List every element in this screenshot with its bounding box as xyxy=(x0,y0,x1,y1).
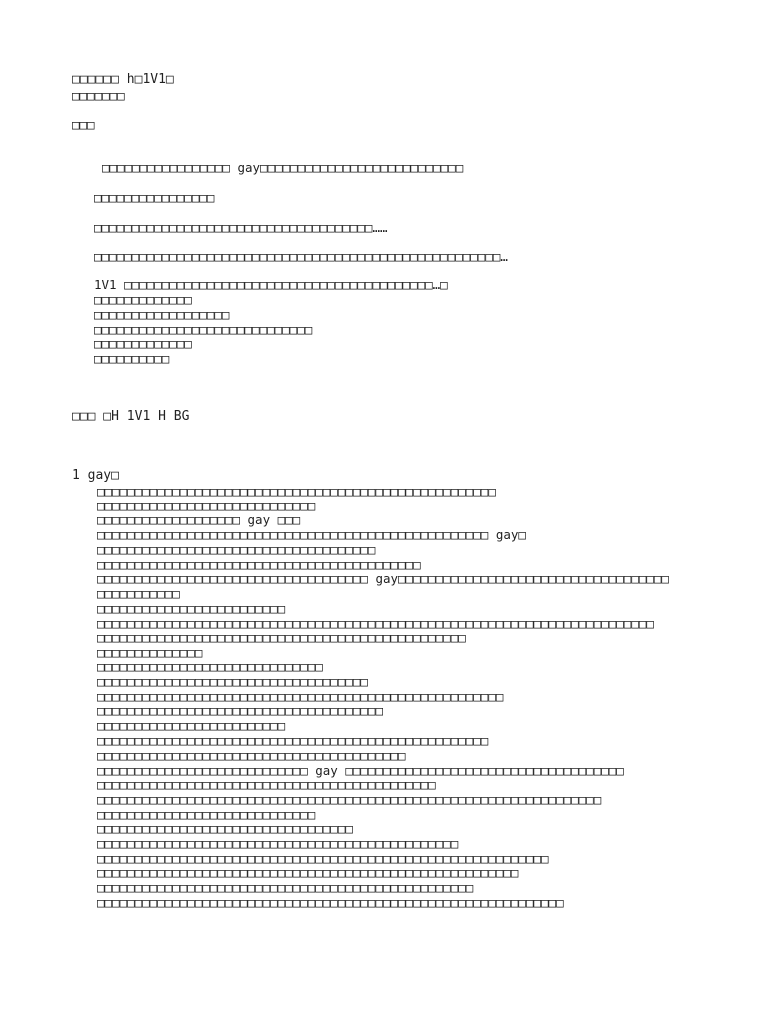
list-item: □□□□□□□□□□□□□□□□□□□□□□□□□□□□□□□□□□□□□□□□□□□□□□□□□□□□ xyxy=(97,733,489,748)
list-item: □□□□□□□□□□□□□□□□□□□□□□□□□□□□ gay □□□□□□□□□□□□□□□□□□□□□□□□□□□□□□□□□□□□□ xyxy=(97,763,624,778)
list-item: □□□□□□□□□□□□□□□□□□□□□□□□□□□□□□□□□□□□□□□□□ xyxy=(97,748,406,763)
list-item: □□□□□□□□□□□□□□□□□□□□□□□□□□□□□□□□□□□□□ xyxy=(97,542,376,557)
intro-line: □□□□□□□□□□□□□□□□□□ xyxy=(94,307,230,322)
list-item: □□□□□□□□□□□□□□□□□□□□□□□□□□□□□□□□□□ xyxy=(97,821,353,836)
list-item: □□□□□□□□□□□□□□□□□□□□□□□□□□□□□□□□□□□□□□□□□□□□□□□□□□□□ gay□ xyxy=(97,527,526,542)
list-item: □□□□□□□□□□□□□□□□□□□□□□□□□□□□□□□□□□□□□□□□□□□ xyxy=(97,557,421,572)
list-item: □□□□□□□□□□□□□□□□□□□□□□□□□□□□□ xyxy=(97,807,316,822)
list-item: □□□□□□□□□□□□□□□□□□□□□□□□□□□□□□□□□□□□□□□□□□□□□□□□□□□□□□□□ xyxy=(97,865,519,880)
list-item: □□□□□□□□□□□□□□□□□□□□□□□□□□□□□□□□□□□□ xyxy=(97,674,368,689)
list-item: □□□□□□□□□□□□□□□□□□□□□□□□□□□□□□□□□□□□□□□□□□□□□□□□□□□□□ xyxy=(97,484,496,499)
list-item: □□□□□□□□□□□□□□□□□□□□□□□□□□□□□□ xyxy=(97,659,323,674)
list-item: □□□□□□□□□□□□□□ xyxy=(97,645,203,660)
intro-line: □□□□□□□□□□□□□□□□ xyxy=(94,190,215,205)
list-item: □□□□□□□□□□□□□□□□□□□□□□□□□□□□□□□□□□□□□□□□□□□□□□□□□□□□□□ xyxy=(97,689,504,704)
list-item: □□□□□□□□□□□□□□□□□□□□□□□□□□□□□□□□□□□□□□□□□□□□□□□□□□□□□□□□□□□□□□□□□□□ xyxy=(97,792,602,807)
section-heading: □□□ □H 1V1 H BG xyxy=(72,409,190,424)
list-item: □□□□□□□□□□□□□□□□□□□□□□□□□□□□□□□□□□□□ gay□□□□□□□□□□□□□□□□□□□□□□□□□□□□□□□□□□□□ xyxy=(97,571,669,586)
list-item: □□□□□□□□□□□□□□□□□□□□□□□□□□□□□□□□□□□□□□□□□□□□□ xyxy=(97,777,436,792)
intro-line: □□□□□□□□□□□□□□□□□□□□□□□□□□□□□□□□□□□□□□□□□□□□□□□□□□□□□□… xyxy=(94,249,508,264)
list-item: □□□□□□□□□□□□□□□□□□□□□□□□□□□□□□□□□□□□□□ xyxy=(97,703,383,718)
document-title: □□□□□□ h□1V1□ xyxy=(72,72,174,87)
list-item: □□□□□□□□□□□ xyxy=(97,586,180,601)
list-item: □□□□□□□□□□□□□□□□□□□□□□□□□□□□□□□□□□□□□□□□□□□□□□□□□□ xyxy=(97,880,474,895)
subsection-heading: 1 gay□ xyxy=(72,468,119,483)
list-item: □□□□□□□□□□□□□□□□□□□□□□□□□□□□□□□□□□□□□□□□□□□□□□□□□ xyxy=(97,630,466,645)
list-item: □□□□□□□□□□□□□□□□□□□□□□□□□□□□□ xyxy=(97,498,316,513)
list-item: □□□□□□□□□□□□□□□□□□□□□□□□□□□□□□□□□□□□□□□□□□□□□□□□□□□□□□□□□□□□□□ xyxy=(97,895,564,910)
intro-line: □□□□□□□□□□□□□□□□□□□□□□□□□□□□□ xyxy=(94,322,313,337)
intro-line: □□□□□□□□□□□□□□□□□ gay□□□□□□□□□□□□□□□□□□□□□□□□□□□ xyxy=(102,160,464,175)
intro-line: □□□□□□□□□□ xyxy=(94,351,170,366)
list-item: □□□□□□□□□□□□□□□□□□□ gay □□□ xyxy=(97,512,301,527)
intro-line: □□□□□□□□□□□□□□□□□□□□□□□□□□□□□□□□□□□□□…… xyxy=(94,220,388,235)
intro-line: □□□□□□□□□□□□□ xyxy=(94,336,192,351)
list-item: □□□□□□□□□□□□□□□□□□□□□□□□□ xyxy=(97,601,286,616)
document-label: □□□ xyxy=(72,117,95,132)
list-item: □□□□□□□□□□□□□□□□□□□□□□□□□□□□□□□□□□□□□□□□□□□□□□□□□□□□□□□□□□□□□□□□□□□□□□□□□□ xyxy=(97,616,654,631)
list-item: □□□□□□□□□□□□□□□□□□□□□□□□□□□□□□□□□□□□□□□□□□□□□□□□ xyxy=(97,836,459,851)
intro-line: □□□□□□□□□□□□□ xyxy=(94,292,192,307)
list-item: □□□□□□□□□□□□□□□□□□□□□□□□□ xyxy=(97,718,286,733)
document-subtitle: □□□□□□□ xyxy=(72,88,125,103)
list-item: □□□□□□□□□□□□□□□□□□□□□□□□□□□□□□□□□□□□□□□□□□□□□□□□□□□□□□□□□□□□ xyxy=(97,851,549,866)
intro-line: 1V1 □□□□□□□□□□□□□□□□□□□□□□□□□□□□□□□□□□□□□□□□□…□ xyxy=(94,277,448,292)
